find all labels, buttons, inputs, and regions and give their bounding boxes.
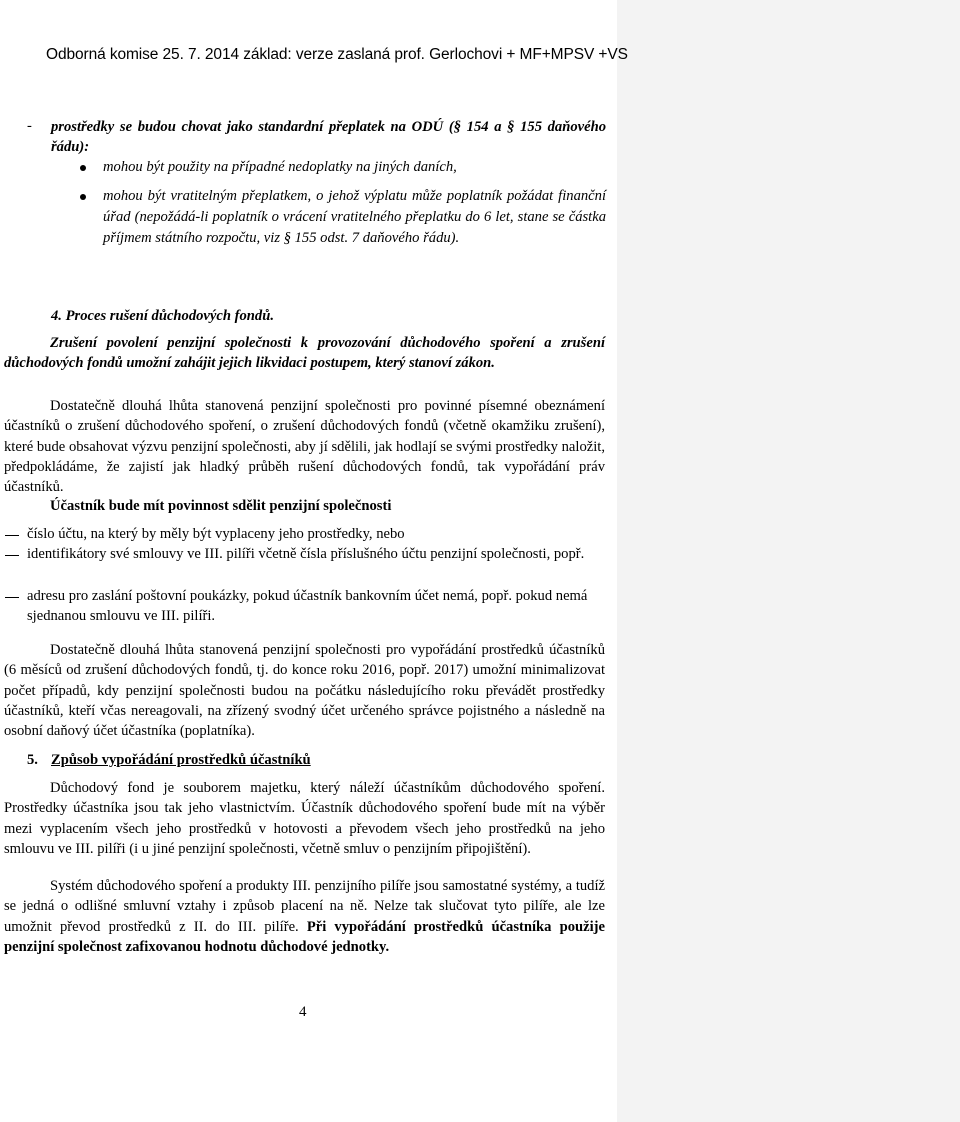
page-number: 4	[299, 1004, 307, 1020]
duty-title: Účastník bude mít povinnost sdělit penzijní společnosti	[50, 498, 392, 514]
page-header: Odborná komise 25. 7. 2014 základ: verze zaslaná prof. Gerlochovi + MF+MPSV +VS	[46, 46, 628, 63]
section-4-lead: Zrušení povolení penzijní společnosti k provozování důchodového spoření a zrušení důchodových fondů umožní zahájit jejich likvidaci postupem, který stanoví zákon.	[4, 335, 605, 372]
section-5-heading: Způsob vypořádání prostředků účastníků	[51, 752, 311, 768]
section-4-paragraph-2: Dostatečně dlouhá lhůta stanovená penzijní společnosti pro vypořádání prostředků účastníků (6 měsíců od zrušení důchodových fondů, tj. do konce roku 2016, popř. 2017) umožní minimalizovat počet případů, kdy penzijní společnosti budou na počátku následujícího roku převádět prostředky účastníků, kteří včas nereagovali, na zřízený svodný účet určeného správce pojistného a následně na osobní daňový účet účastníka (poplatníka).	[4, 642, 605, 740]
bullet-item-2: mohou být vratitelným přeplatkem, o jehož výplatu může poplatník požádat finanční úřad (nepožádá-li poplatník o vrácení vratitelného přeplatku do 6 let, stane se částka příjmem státního rozpočtu, viz § 155 odst. 7 daňového řádu).	[103, 188, 606, 246]
intro-text: prostředky se budou chovat jako standardní přeplatek na ODÚ (§ 154 a § 155 daňového řádu):	[51, 119, 607, 156]
section-4-heading: 4. Proces rušení důchodových fondů.	[51, 308, 274, 324]
duty-item-2: identifikátory své smlouvy ve III. pilíři včetně čísla příslušného účtu penzijní společnosti, popř.	[27, 546, 585, 562]
dash-marker: -	[27, 118, 32, 134]
bullet-icon	[80, 194, 86, 200]
paragraph-bold-text: Při vypořádání prostředků účastníka použije penzijní společnost zafixovanou hodnotu důchodové jednotky.	[4, 918, 605, 955]
duty-item-3: adresu pro zaslání poštovní poukázky, pokud účastník bankovním účet nemá, popř. pokud nemá sjednanou smlouvu ve III. pilíři.	[27, 588, 588, 625]
paragraph-text: Systém důchodového spoření a produkty III. penzijního pilíře jsou samostatné systémy, a tudíž se jedná o odlišné smluvní vztahy i způsob placení na ně. Nelze tak slučovat tyto pilíře, ale lze umožnit převod prostředků z II. do III. pilíře.	[4, 878, 605, 935]
section-5-number: 5.	[27, 752, 38, 768]
bullet-item-1: mohou být použity na případné nedoplatky na jiných daních,	[103, 159, 457, 175]
section-5-paragraph-2	[4, 876, 605, 957]
right-margin-panel	[617, 0, 960, 1122]
section-4-paragraph-1: Dostatečně dlouhá lhůta stanovená penzijní společnosti pro povinné písemné obeznámení účastníků o zrušení důchodového spoření, o zrušení důchodových fondů (včetně okamžiku zrušení), které bude obsahovat výzvu penzijní společnosti, aby jí sdělili, jak hodlají se svými prostředky naložit, předpokládáme, že zajistí jak hladký průběh rušení důchodových fondů, tak vypořádání práv účastníků.	[4, 398, 605, 496]
section-5-paragraph-1: Důchodový fond je souborem majetku, který náleží účastníkům důchodového spoření. Prostředky účastníka jsou tak jeho vlastnictvím. Účastník důchodového spoření bude mít na výběr mezi vyplacením všech jeho prostředků v hotovosti a převodem všech jeho prostředků na jeho smlouvu ve III. pilíři (i u jiné penzijní společnosti, včetně smluv o penzijním připojištění).	[4, 780, 605, 857]
bullet-icon	[80, 165, 86, 171]
dash-icon	[5, 535, 19, 536]
dash-icon	[5, 555, 19, 556]
dash-icon	[5, 597, 19, 598]
duty-item-1: číslo účtu, na který by měly být vyplaceny jeho prostředky, nebo	[27, 526, 405, 542]
